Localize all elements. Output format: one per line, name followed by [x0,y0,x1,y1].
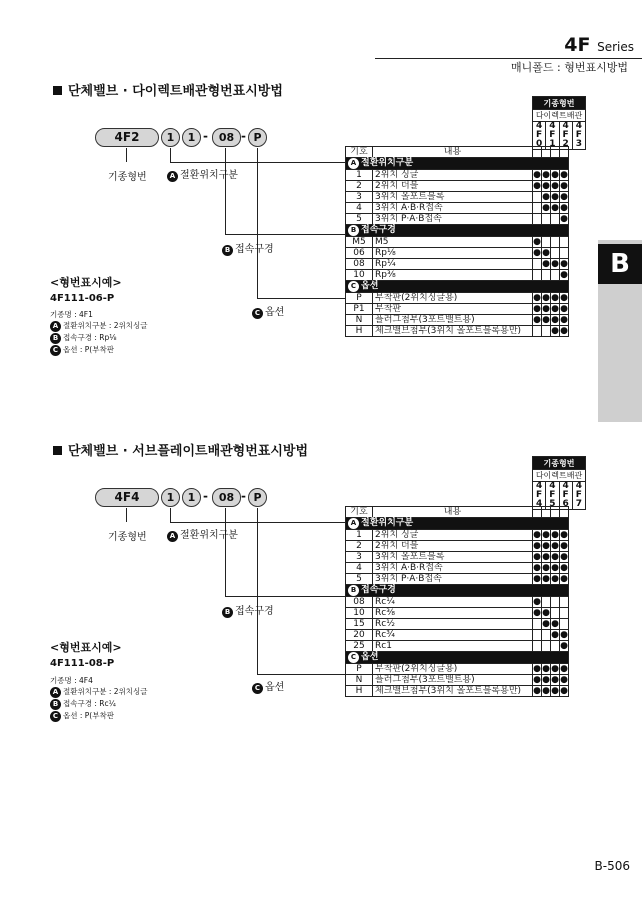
model-col: 4 F 3 [572,122,585,150]
model-col: 4 F 4 [533,482,546,510]
table-row: 08 Rp¼ ● ● ● [346,259,569,270]
code-option-box: P [248,128,267,147]
model-col: 4 F 6 [559,482,572,510]
number-c-icon: C [348,281,359,292]
code-switch-box-2: 1 [182,128,201,147]
number-b-icon: B [222,607,233,618]
leader-line [257,148,258,298]
table-row: 5 3위치 P·A·B접속 ● [346,214,569,225]
table-row: N 플러그첨부(3포트밸트용) ● ● ● ● [346,675,569,686]
number-c-icon: C [50,711,61,722]
table-row: 25 Rc1 ● [346,641,569,652]
table-row: 4 3위치 A·B·R접속 ● ● ● ● [346,563,569,574]
table-row: 10 Rp⅜ ● [346,270,569,281]
example-title: <형번표시예> [50,641,122,654]
side-tab-letter: B [598,244,642,284]
code-dash: - [241,129,246,143]
table-row: H 체크밸브첨부(3위치 올포트블록용만) ● ● ● ● [346,686,569,697]
leader-line [170,148,171,162]
number-b-icon: B [50,333,61,344]
model-header-title: 기종형번 [533,457,586,470]
number-c-icon: C [50,345,61,356]
label-option: C 옵션 [252,678,284,694]
code-switch-box-2: 1 [182,488,201,507]
example-line: A 절환위치구분 : 2위치싱글 [50,686,148,698]
example-line: C 옵션 : P(부착판 [50,710,148,722]
number-b-icon: B [222,245,233,256]
group-header: A 절환위치구분 [346,518,569,530]
code-model-box: 4F4 [95,488,159,507]
group-header: B 접속구경 [346,225,569,237]
group-header: C 옵션 [346,652,569,664]
section-title: 단체밸브 · 서브플레이트배관형번표시방법 [53,440,308,459]
model-header [532,96,586,150]
example-line: B 접속구경 : Rc¼ [50,698,148,710]
number-c-icon: C [252,308,263,319]
number-a-icon: A [50,687,61,698]
model-col: 4 F 1 [546,122,559,150]
table-row: P 부착판(2위치싱글용) ● ● ● ● [346,664,569,675]
group-header: C 옵션 [346,281,569,293]
example-code: 4F111-08-P [50,658,115,669]
example-line: C 옵션 : P(부착판 [50,344,148,356]
label-port: B 접속구경 [222,602,274,618]
model-header-subtitle: 다이렉트배관 [533,470,586,482]
leader-line [225,508,226,596]
number-c-icon: C [252,683,263,694]
example-lines [50,675,148,722]
spec-table: 기호 내용 A 절환위치구분 1 2위치 싱글 ● ● ● ● 2 2위치 더블 ● ● ● ● 3 3위치 올포트블록 ● ● ● ● 4 3위치 A·B·R접속 ● ● ● ● 5 3위치 P·A·B접속 ● ● ● ● B 접속구경 08 Rc¼ ● 10 Rc⅜ ● ● 15 Rc½ ● ● 20 Rc¾ ● ● 25 Rc1 ● C 옵션 P 부착판(2위치싱글용) ● ● ● ● N 플러그첨부(3포트밸트용) ● ● ● ● H 체크밸브첨부(3위치 올포트블록용만) ● ● ● ● [345,506,569,697]
example-title: <형번표시예> [50,276,122,289]
number-c-icon: C [348,652,359,663]
number-a-icon: A [348,158,359,169]
example-line: 기종명 : 4F1 [50,310,93,319]
table-row: N 플러그첨부(3포트밸트용) ● ● ● ● [346,315,569,326]
leader-line [257,508,258,674]
table-row: 10 Rc⅜ ● ● [346,608,569,619]
label-option: C 옵션 [252,303,284,319]
example-line: B 접속구경 : Rp⅛ [50,332,148,344]
group-header: A 절환위치구분 [346,158,569,170]
example-line: 기종명 : 4F4 [50,676,93,685]
model-header [532,456,586,510]
example-lines [50,309,148,356]
leader-line [225,234,345,235]
leader-line [257,674,345,675]
number-a-icon: A [167,171,178,182]
spec-table: 기호 내용 A 절환위치구분 1 2위치 싱글 ● ● ● ● 2 2위치 더블 ● ● ● ● 3 3위치 올포트블록 ● ● ● 4 3위치 A·B·R접속 ● ● ● 5 3위치 P·A·B접속 ● B 접속구경 M5 M5 ● 06 Rp⅛ ● ● 08 Rp¼ ● ● ● 10 Rp⅜ ● C 옵션 P 부착판(2위치싱글용) ● ● ● ● P1 부착판 ● ● ● ● N 플러그첨부(3포트밸트용) ● ● ● ● H 체크밸브첨부(3위치 올포트블록용만) ● ● [345,146,569,337]
table-row: 08 Rc¼ ● [346,597,569,608]
leader-line [170,508,171,522]
table-row: 4 3위치 A·B·R접속 ● ● ● [346,203,569,214]
code-dash: - [241,489,246,503]
model-col: 4 F 2 [559,122,572,150]
table-row: 3 3위치 올포트블록 ● ● ● ● [346,552,569,563]
table-row: 1 2위치 싱글 ● ● ● ● [346,170,569,181]
number-b-icon: B [50,699,61,710]
code-switch-box: 1 [161,488,180,507]
section-title: 단체밸브 · 다이렉트배관형번표시방법 [53,80,283,99]
code-switch-box: 1 [161,128,180,147]
code-model-box: 4F2 [95,128,159,147]
code-port-box: 08 [212,488,241,507]
number-a-icon: A [50,321,61,332]
code-port-box: 08 [212,128,241,147]
label-switch: A 절환위치구분 [167,166,238,182]
code-option-box: P [248,488,267,507]
code-dash: - [203,489,208,503]
label-model: 기종형번 [108,532,147,543]
table-row: 3 3위치 올포트블록 ● ● ● [346,192,569,203]
group-header: B 접속구경 [346,585,569,597]
table-row: 2 2위치 더블 ● ● ● ● [346,181,569,192]
table-row: 2 2위치 더블 ● ● ● ● [346,541,569,552]
model-header-subtitle: 다이렉트배관 [533,110,586,122]
leader-line [126,508,127,522]
number-b-icon: B [348,225,359,236]
code-dash: - [203,129,208,143]
table-row: P 부착판(2위치싱글용) ● ● ● ● [346,293,569,304]
model-col: 4 F 5 [546,482,559,510]
label-port: B 접속구경 [222,240,274,256]
page-subtitle: 매니폴드 : 형번표시방법 [511,61,628,74]
table-row: 15 Rc½ ● ● [346,619,569,630]
label-model: 기종형번 [108,172,147,183]
leader-line [257,298,345,299]
example-line: A 절환위치구분 : 2위치싱글 [50,320,148,332]
model-col: 4 F 7 [572,482,585,510]
leader-line [225,148,226,234]
example-code: 4F111-06-P [50,293,115,304]
table-row: 06 Rp⅛ ● ● [346,248,569,259]
model-col: 4 F 0 [533,122,546,150]
table-row: 1 2위치 싱글 ● ● ● ● [346,530,569,541]
number-a-icon: A [167,531,178,542]
model-header-title: 기종형번 [533,97,586,110]
label-switch: A 절환위치구분 [167,526,238,542]
table-row: M5 M5 ● [346,237,569,248]
leader-line [126,148,127,162]
table-row: 5 3위치 P·A·B접속 ● ● ● ● [346,574,569,585]
page-number: B-506 [594,859,630,873]
table-row: 20 Rc¾ ● ● [346,630,569,641]
leader-line [225,596,345,597]
series-title: 4F Series [564,34,634,56]
table-row: P1 부착판 ● ● ● ● [346,304,569,315]
number-a-icon: A [348,518,359,529]
number-b-icon: B [348,585,359,596]
table-row: H 체크밸브첨부(3위치 올포트블록용만) ● ● [346,326,569,337]
